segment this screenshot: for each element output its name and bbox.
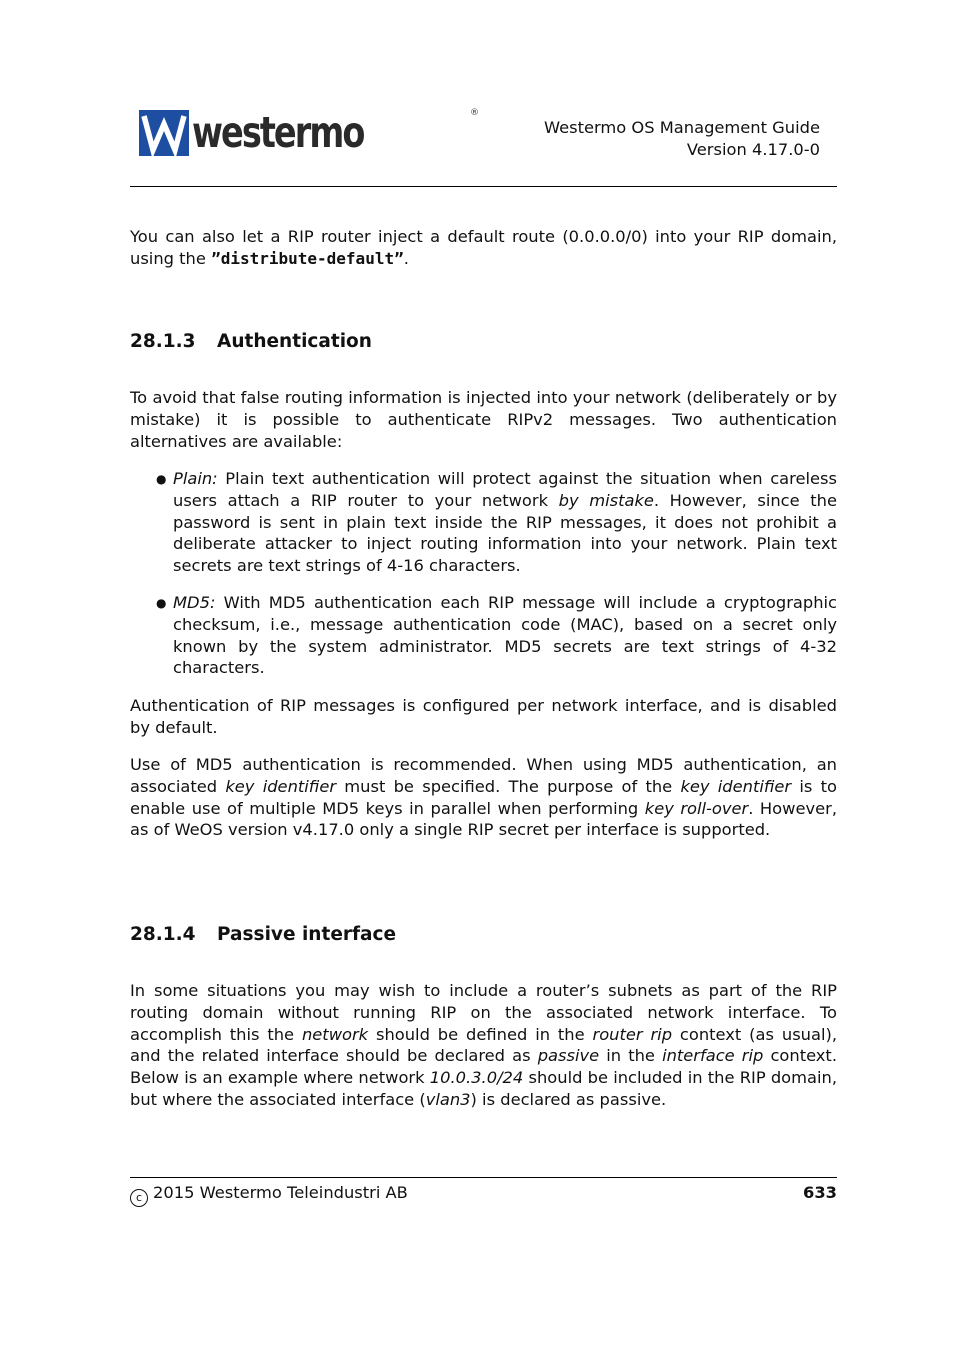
section-title: Passive interface: [217, 924, 397, 945]
footer-rule: [130, 1177, 837, 1178]
list-item-md5: MD5: With MD5 authentication each RIP message will include a cryptographic checksum, i.e., message authentication code (MAC), based on a secret only known by the system administrator. MD5 secrets are text strings of 4-32 characters.: [173, 593, 837, 678]
intro-paragraph: You can also let a RIP router inject a default route (0.0.0.0/0) into your RIP domain, using the ”distribute-default”.: [130, 227, 837, 268]
westermo-w-icon: [139, 110, 189, 156]
copyright: c 2015 Westermo Teleindustri AB: [130, 1182, 408, 1207]
bullet-term: MD5:: [173, 593, 216, 612]
section-heading-authentication: [130, 330, 372, 354]
auth-config-paragraph: Authentication of RIP messages is configured per network interface, and is disabled by default.: [130, 696, 837, 737]
page-number: 633: [803, 1183, 837, 1202]
section-number: 28.1.4: [130, 924, 196, 945]
bullet-term: Plain:: [173, 469, 218, 488]
list-item-plain: Plain: Plain text authentication will protect against the situation when careless users attach a RIP router to your network by mistake. However, since the password is sent in plain text inside the RIP messages, it does not prohibit a deliberate attacker to inject routing information into your network. Plain text secrets are text strings of 4-16 characters.: [173, 469, 837, 576]
section-number: 28.1.3: [130, 331, 196, 352]
passive-paragraph: In some situations you may wish to include a router’s subnets as part of the RIP routing domain without running RIP on the associated network interface. To accomplish this the network should be defined in the router rip context (as usual), and the related interface should be declared as passive in the interface rip context. Below is an example where network 10.0.3.0/24 should be included in the RIP domain, but where the associated interface (vlan3) is declared as passive.: [130, 981, 838, 1109]
copyright-icon: c: [130, 1189, 148, 1207]
md5-recommend-paragraph: Use of MD5 authentication is recommended. When using MD5 authentication, an associated key identifier must be specified. The purpose of the key identifier is to enable use of multiple MD5 keys in parallel when performing key roll-over. However, as of WeOS version v4.17.0 only a single RIP secret per interface is supported.: [130, 755, 837, 840]
running-header: [470, 117, 820, 161]
guide-version: Version 4.17.0-0: [686, 140, 820, 159]
section-heading-passive-interface: [130, 923, 396, 947]
page-footer: [130, 1182, 837, 1207]
bullet-marker: ●: [156, 472, 167, 486]
auth-intro-paragraph: To avoid that false routing information is injected into your network (deliberately or by mistake) it is possible to authenticate RIPv2 messages. Two authentication alternatives are available:: [130, 388, 837, 451]
header-rule: [130, 186, 837, 187]
section-title: Authentication: [217, 331, 372, 352]
logo-wordmark: westermo: [192, 108, 364, 158]
bullet-marker: ●: [156, 596, 167, 610]
distribute-default-code: ”distribute-default”: [211, 248, 404, 268]
guide-title: Westermo OS Management Guide: [543, 118, 820, 137]
registered-mark: ®: [470, 108, 479, 118]
westermo-logo: [139, 110, 412, 156]
